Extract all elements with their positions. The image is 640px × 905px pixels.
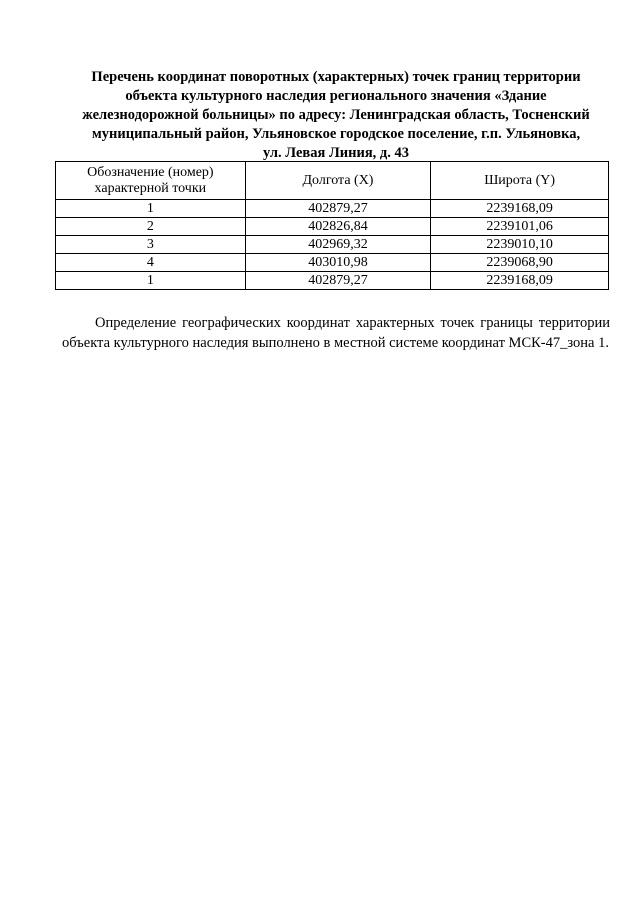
cell-longitude-x: 402879,27 xyxy=(245,200,431,218)
title-line: объекта культурного наследия регионального значения «Здание xyxy=(125,88,547,104)
cell-longitude-x: 403010,98 xyxy=(245,254,431,272)
cell-point-number: 4 xyxy=(56,254,246,272)
cell-point-number: 3 xyxy=(56,236,246,254)
table-header-row xyxy=(56,162,609,200)
cell-point-number: 2 xyxy=(56,218,246,236)
document-title xyxy=(62,68,610,163)
table-row xyxy=(56,200,609,218)
cell-point-number: 1 xyxy=(56,200,246,218)
cell-latitude-y: 2239068,90 xyxy=(431,254,609,272)
cell-latitude-y: 2239101,06 xyxy=(431,218,609,236)
cell-latitude-y: 2239010,10 xyxy=(431,236,609,254)
coordinates-table xyxy=(55,161,609,290)
table-row xyxy=(56,236,609,254)
table-row xyxy=(56,272,609,290)
title-line: ул. Левая Линия, д. 43 xyxy=(262,145,409,161)
header-point-number: Обозначение (номер) характерной точки xyxy=(56,162,246,200)
title-line: железнодорожной больницы» по адресу: Ленинградская область, Тосненский xyxy=(82,107,590,123)
cell-latitude-y: 2239168,09 xyxy=(431,272,609,290)
table-row xyxy=(56,254,609,272)
cell-latitude-y: 2239168,09 xyxy=(431,200,609,218)
header-latitude-y: Широта (Y) xyxy=(431,162,609,200)
cell-longitude-x: 402879,27 xyxy=(245,272,431,290)
coordinate-system-note: Определение географических координат характерных точек границы территории объекта культурного наследия выполнено в местной системе координат МСК-47_зона 1. xyxy=(62,314,610,351)
title-line: муниципальный район, Ульяновское городское поселение, г.п. Ульяновка, xyxy=(91,126,581,142)
table-row xyxy=(56,218,609,236)
cell-longitude-x: 402969,32 xyxy=(245,236,431,254)
header-longitude-x: Долгота (X) xyxy=(245,162,431,200)
cell-longitude-x: 402826,84 xyxy=(245,218,431,236)
cell-point-number: 1 xyxy=(56,272,246,290)
title-line: Перечень координат поворотных (характерных) точек границ территории xyxy=(91,69,581,85)
